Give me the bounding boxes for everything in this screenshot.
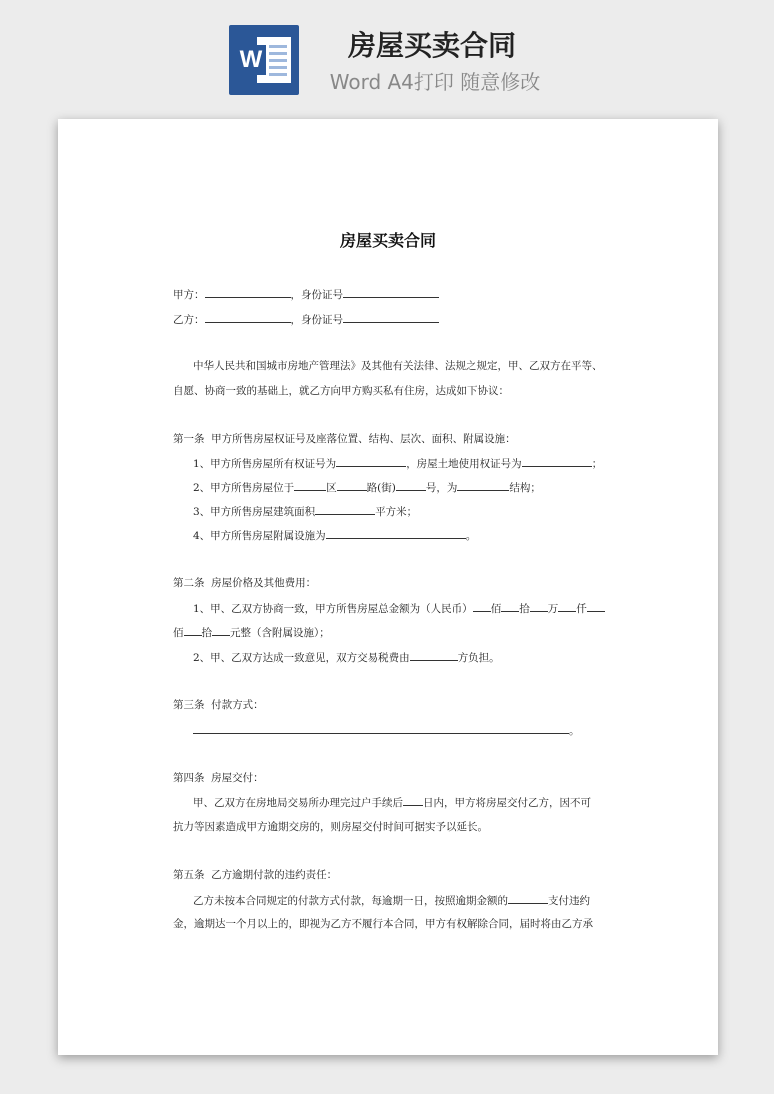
document-page <box>58 119 718 1055</box>
article-4-line-1: 甲、乙双方在房地局交易所办理完过户手续后 日内，甲方将房屋交付乙方，因不可 <box>193 794 591 811</box>
article-1-item-3: 3、甲方所售房屋建筑面积 平方米； <box>193 503 417 520</box>
banner-title: 房屋买卖合同 <box>347 29 516 62</box>
article-1-title: 第一条 甲方所售房屋权证号及座落位置、结构、层次、面积、附属设施： <box>173 433 516 445</box>
article-5-line-2: 金，逾期达一个月以上的，即视为乙方不履行本合同，甲方有权解除合同，届时将由乙方承 <box>173 918 593 930</box>
article-3-payment-line: 。 <box>193 722 580 739</box>
article-1-item-1: 1、甲方所售房屋所有权证号为 ，房屋土地使用权证号为 ； <box>193 455 602 472</box>
article-3-title: 第三条 付款方式： <box>173 699 264 711</box>
document-title: 房屋买卖合同 <box>339 231 436 250</box>
article-1-item-2: 2、甲方所售房屋位于 区 路(街) 号，为 结构； <box>193 479 541 496</box>
banner <box>0 0 774 110</box>
party-a-line: 甲方： ，身份证号 <box>173 286 439 303</box>
article-1-item-4: 4、甲方所售房屋附属设施为 。 <box>193 527 476 544</box>
article-5-line-1: 乙方未按本合同规定的付款方式付款，每逾期一日，按照逾期金额的 支付违约 <box>193 892 590 909</box>
intro-line-2: 自愿、协商一致的基础上，就乙方向甲方购买私有住房，达成如下协议： <box>173 385 509 397</box>
article-2-title: 第二条 房屋价格及其他费用： <box>173 577 317 589</box>
article-5-title: 第五条 乙方逾期付款的违约责任： <box>173 869 338 881</box>
party-b-line: 乙方： ，身份证号 <box>173 311 439 328</box>
intro-line-1: 中华人民共和国城市房地产管理法》及其他有关法律、法规之规定，甲、乙双方在平等、 <box>193 360 603 372</box>
word-icon-letter: W <box>236 45 266 75</box>
article-4-line-2: 抗力等因素造成甲方逾期交房的，则房屋交付时间可据实予以延长。 <box>173 821 488 833</box>
article-2-item-1-cont: 佰 拾 元整（含附属设施）； <box>173 624 330 641</box>
word-icon <box>229 25 299 95</box>
banner-subtitle: Word A4打印 随意修改 <box>329 70 541 94</box>
article-2-item-2: 2、甲、乙双方达成一致意见，双方交易税费由 方负担。 <box>193 649 500 666</box>
article-4-title: 第四条 房屋交付： <box>173 772 264 784</box>
article-2-item-1: 1、甲、乙双方协商一致，甲方所售房屋总金额为（人民币） 佰 拾 万 仟 <box>193 600 605 617</box>
